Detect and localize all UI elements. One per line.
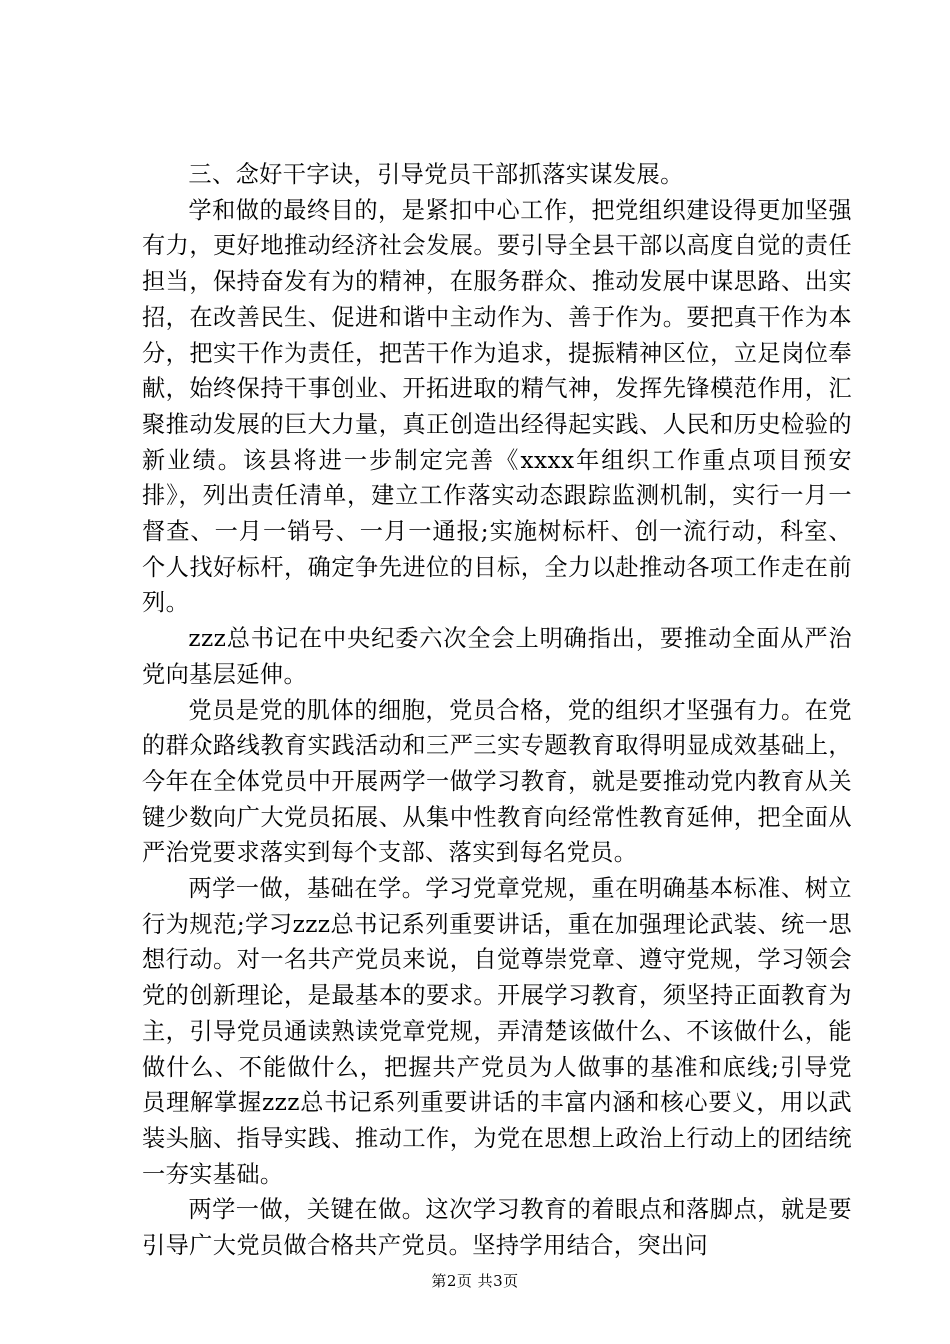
paragraph-1: 学和做的最终目的，是紧扣中心工作，把党组织建设得更加坚强有力，更好地推动经济社会发展。要引导全县干部以高度自觉的责任担当，保持奋发有为的精神，在服务群众、推动发展中谋思路、出实招，在改善民生、促进和谐中主动作为、善于作为。要把真干作为本分，把实干作为责任，把苦干作为追求，提振精神区位，立足岗位奉献，始终保持干事创业、开拓进取的精气神，发挥先锋模范作用，汇聚推动发展的巨大力量，真正创造出经得起实践、人民和历史检验的新业绩。该县将进一步制定完善《xxxx年组织工作重点项目预安排》，列出责任清单，建立工作落实动态跟踪监测机制，实行一月一督查、一月一销号、一月一通报;实施树标杆、创一流行动，科室、个人找好标杆，确定争先进位的目标，全力以赴推动各项工作走在前列。: [142, 196, 852, 617]
document-body: [142, 157, 852, 1264]
section-heading: 三、念好干字诀，引导党员干部抓落实谋发展。: [188, 161, 684, 188]
paragraph-3: 党员是党的肌体的细胞，党员合格，党的组织才坚强有力。在党的群众路线教育实践活动和三严三实专题教育取得明显成效基础上，今年在全体党员中开展两学一做学习教育，就是要推动党内教育从关键少数向广大党员拓展、从集中性教育向经常性教育延伸，把全面从严治党要求落实到每个支部、落实到每名党员。: [142, 696, 852, 867]
page-number-footer: 第2页 共3页: [431, 1272, 519, 1290]
paragraph-4: 两学一做，基础在学。学习党章党规，重在明确基本标准、树立行为规范;学习zzz总书记系列重要讲话，重在加强理论武装、统一思想行动。对一名共产党员来说，自觉尊崇党章、遵守党规，学习领会党的创新理论，是最基本的要求。开展学习教育，须坚持正面教育为主，引导党员通读熟读党章党规，弄清楚该做什么、不该做什么，能做什么、不能做什么，把握共产党员为人做事的基准和底线;引导党员理解掌握zzz总书记系列重要讲话的丰富内涵和核心要义，用以武装头脑、指导实践、推动工作，为党在思想上政治上行动上的团结统一夯实基础。: [142, 875, 852, 1188]
paragraph-2: zzz总书记在中央纪委六次全会上明确指出，要推动全面从严治党向基层延伸。: [142, 625, 852, 688]
paragraph-5: 两学一做，关键在做。这次学习教育的着眼点和落脚点，就是要引导广大党员做合格共产党员。坚持学用结合，突出问: [142, 1196, 852, 1260]
